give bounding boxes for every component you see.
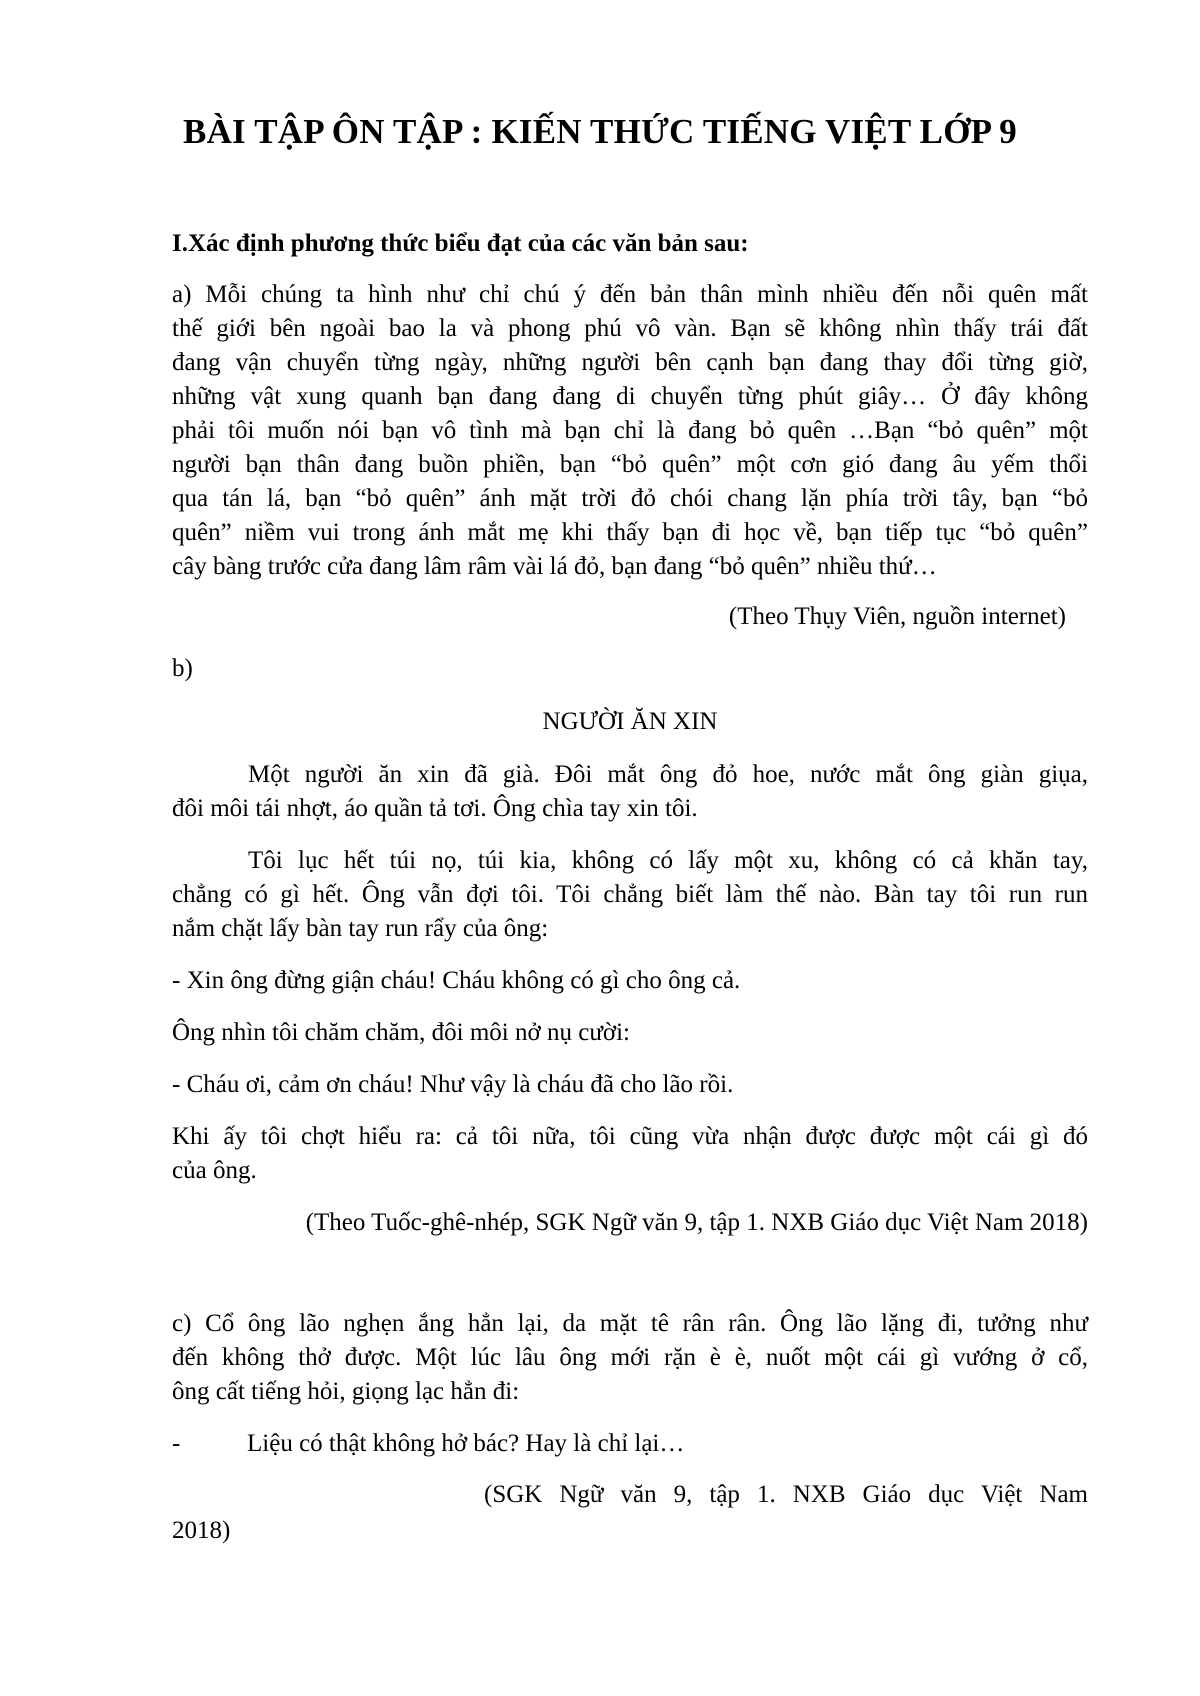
- passage-c-line: đến không thở được. Một lúc lâu ông mới rặn è è, nuốt một cái gì vướng ở cổ,: [172, 1344, 1088, 1371]
- passage-c-line: c) Cổ ông lão nghẹn ắng hẳn lại, da mặt tê rân rân. Ông lão lặng đi, tưởng như: [172, 1310, 1088, 1337]
- story-paragraph-line: Khi ấy tôi chợt hiểu ra: cả tôi nữa, tôi cũng vừa nhận được được một cái gì đó: [172, 1123, 1088, 1150]
- passage-a-line: thế giới bên ngoài bao la và phong phú vô vàn. Bạn sẽ không nhìn thấy trái đất: [172, 315, 1088, 342]
- dialogue-dash: -: [172, 1430, 181, 1457]
- story-paragraph-line: Tôi lục hết túi nọ, túi kia, không có lấy một xu, không có cả khăn tay,: [248, 847, 1088, 874]
- document-title: BÀI TẬP ÔN TẬP : KIẾN THỨC TIẾNG VIỆT LỚP 9: [183, 112, 1017, 151]
- section-heading: I.Xác định phương thức biểu đạt của các văn bản sau:: [172, 230, 749, 257]
- passage-c-dialogue: Liệu có thật không hở bác? Hay là chỉ lại…: [247, 1430, 685, 1457]
- passage-a-line: a) Mỗi chúng ta hình như chỉ chú ý đến bản thân mình nhiều đến nỗi quên mất: [172, 281, 1088, 308]
- passage-a-line: cây bàng trước cửa đang lâm râm vài lá đỏ, bạn đang “bỏ quên” nhiều thứ…: [172, 553, 937, 580]
- passage-a-source: (Theo Thụy Viên, nguồn internet): [728, 603, 1066, 630]
- passage-a-line: người bạn thân đang buồn phiền, bạn “bỏ quên” một cơn gió đang âu yếm thổi: [172, 451, 1088, 478]
- story-dialogue: - Xin ông đừng giận cháu! Cháu không có gì cho ông cả.: [172, 967, 741, 994]
- story-paragraph-line: chẳng có gì hết. Ông vẫn đợi tôi. Tôi chẳng biết làm thế nào. Bàn tay tôi run run: [172, 881, 1088, 908]
- story-paragraph-line: nắm chặt lấy bàn tay run rẩy của ông:: [172, 915, 549, 942]
- passage-b-source: (Theo Tuốc-ghê-nhép, SGK Ngữ văn 9, tập 1. NXB Giáo dục Việt Nam 2018): [305, 1209, 1088, 1236]
- passage-a-line: phải tôi muốn nói bạn vô tình mà bạn chỉ là đang bỏ quên …Bạn “bỏ quên” một: [172, 417, 1088, 444]
- passage-a-line: đang vận chuyển từng ngày, những người bên cạnh bạn đang thay đổi từng giờ,: [172, 349, 1088, 376]
- story-dialogue: - Cháu ơi, cảm ơn cháu! Như vậy là cháu đã cho lão rồi.: [172, 1071, 734, 1098]
- passage-a-line: những vật xung quanh bạn đang đang di chuyển từng phút giây… Ở đây không: [172, 383, 1088, 410]
- story-paragraph-line: đôi môi tái nhợt, áo quần tả tơi. Ông chìa tay xin tôi.: [172, 795, 698, 822]
- passage-c-line: ông cất tiếng hỏi, giọng lạc hẳn đi:: [172, 1378, 520, 1405]
- passage-b-label: b): [172, 655, 193, 682]
- passage-a-line: quên” niềm vui trong ánh mắt mẹ khi thấy bạn đi học về, bạn tiếp tục “bỏ quên”: [172, 519, 1088, 546]
- story-paragraph: Ông nhìn tôi chăm chăm, đôi môi nở nụ cười:: [172, 1019, 630, 1046]
- story-paragraph-line: của ông.: [172, 1157, 257, 1184]
- passage-c-source: (SGK Ngữ văn 9, tập 1. NXB Giáo dục Việt Nam: [484, 1481, 1088, 1508]
- passage-c-source-year: 2018): [172, 1517, 231, 1544]
- story-paragraph-line: Một người ăn xin đã già. Đôi mắt ông đỏ hoe, nước mắt ông giàn giụa,: [248, 761, 1088, 788]
- passage-a-line: qua tán lá, bạn “bỏ quên” ánh mặt trời đỏ chói chang lặn phía trời tây, bạn “bỏ: [172, 485, 1088, 512]
- story-title: NGƯỜI ĂN XIN: [542, 708, 718, 735]
